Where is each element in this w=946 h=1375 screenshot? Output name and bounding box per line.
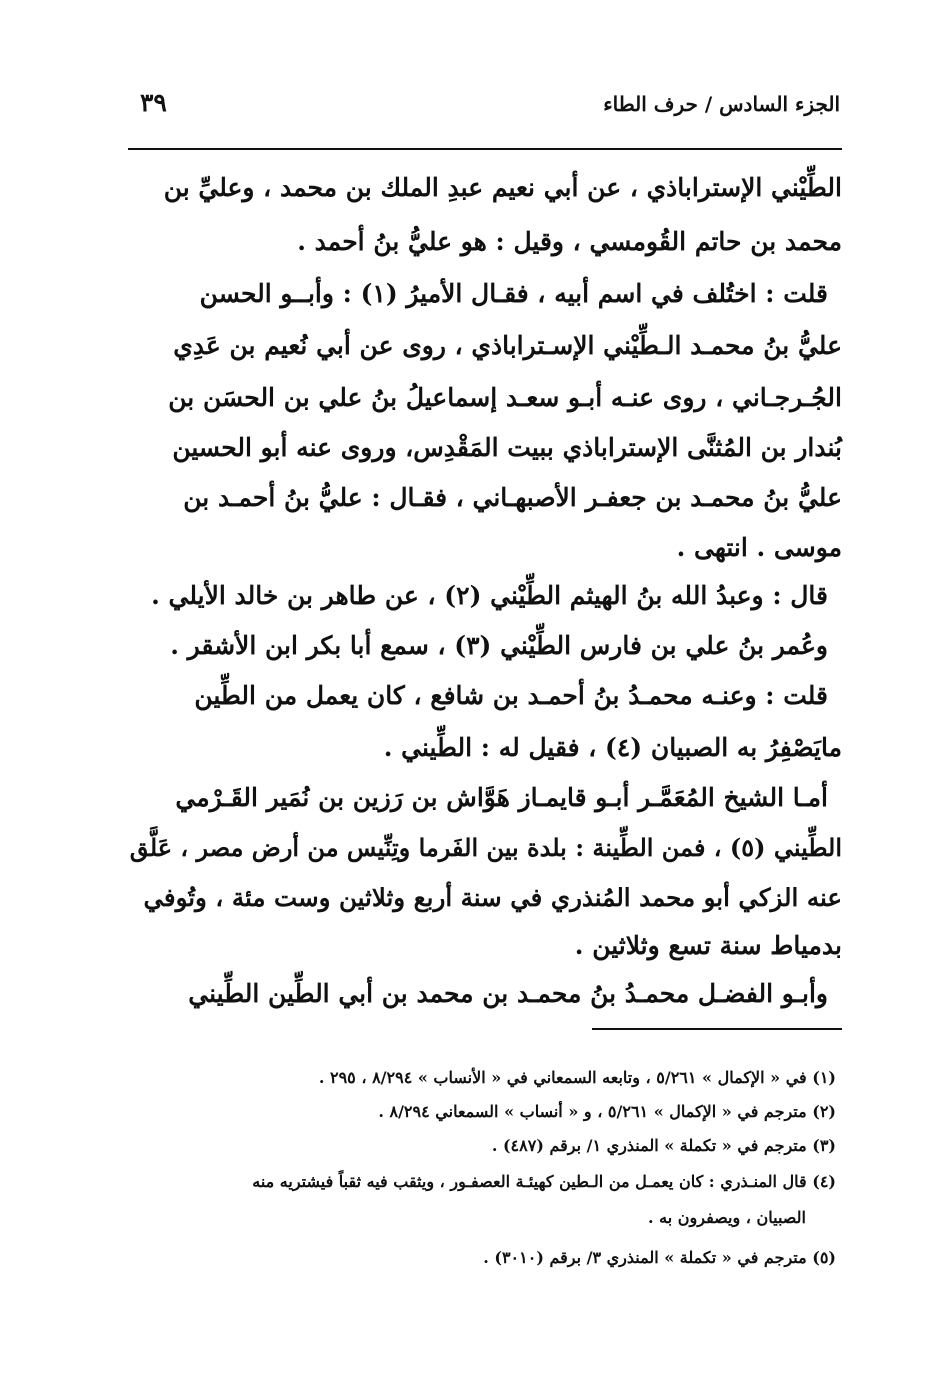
running-title: الجزء السادس / حرف الطاء <box>603 92 840 116</box>
body-line: بدمياط سنة تسع وثلاثين . <box>574 931 842 960</box>
body-line: قلت : وعنـه محمـدُ بنُ أحمـد بن شافع ، كان يعمل من الطِّين <box>194 681 828 710</box>
body-line: مايَصْفِرُ به الصبيان (٤) ، فقيل له : الطِّيني . <box>383 733 842 762</box>
body-line: وعُمر بنُ علي بن فارس الطِّيْني (٣) ، سمع أبا بكر ابن الأشقر . <box>170 631 828 660</box>
body-line: وأبـو الفضـل محمـدُ بنُ محمـد بن محمد بن أبي الطِّين الطِّيني <box>188 979 828 1008</box>
body-line: قال : وعبدُ الله بنُ الهيثم الطِّيْني (٢) ، عن طاهر بن خالد الأيلي . <box>151 581 828 610</box>
footnote-continuation: الصبيان ، ويصفرون به . <box>648 1208 806 1227</box>
body-line: بُندار بن المُثنَّى الإستراباذي ببيت المَقْدِس، وروى عنه أبو الحسين <box>172 433 842 462</box>
header-rule <box>128 148 842 150</box>
footnote: (٥) مترجم في « تكملة » المنذري ٣/ برقم (٣٠١٠) . <box>483 1248 836 1267</box>
footnote-rule <box>592 1028 842 1030</box>
body-line: عنه الزكي أبو محمد المُنذري في سنة أربع وثلاثين وست مئة ، وتُوفي <box>143 883 842 912</box>
body-line: الطِّيني (٥) ، فمن الطِّينة : بلدة بين الفَرما وتِنِّيس من أرض مصر ، عَلَّق <box>129 833 842 862</box>
body-line: قلت : اختُلف في اسم أبيه ، فقـال الأميرُ (١) : وأبــو الحسن <box>199 279 828 308</box>
body-line: عليُّ بنُ محمـد بن جعفـر الأصبهـاني ، فقـال : عليُّ بنُ أحمـد بن <box>183 483 842 512</box>
footnote: (١) في « الإكمال » ٥/٢٦١ ، وتابعه السمعاني في « الأنساب » ٨/٢٩٤ ، ٢٩٥ . <box>318 1068 836 1087</box>
body-line: محمد بن حاتم القُومسي ، وقيل : هو عليُّ بنُ أحمد . <box>297 227 842 256</box>
page-header <box>128 88 840 128</box>
footnote: (٣) مترجم في « تكملة » المنذري ١/ برقم (٤٨٧) . <box>491 1136 836 1155</box>
footnote: (٤) قال المنـذري : كان يعمـل من الـطين كهيئـة العصفـور ، ويثقب فيه ثقباً فيشتريه منه <box>252 1172 836 1191</box>
body-line: عليُّ بنُ محمـد الـطِّيْني الإسـتراباذي ، روى عن أبي نُعيم بن عَدِي <box>173 331 842 360</box>
footnote: (٢) مترجم في « الإكمال » ٥/٢٦١ ، و « أنساب » السمعاني ٨/٢٩٤ . <box>378 1102 836 1121</box>
page-number: ٣٩ <box>140 88 167 117</box>
body-line: الجُـرجـاني ، روى عنـه أبـو سعـد إسماعيلُ بنُ علي بن الحسَن بن <box>168 383 842 412</box>
body-line: موسى . انتهى . <box>676 533 842 562</box>
body-line: أمـا الشيخ المُعَمَّـر أبـو قايمـاز هَوَّاش بن رَزين بن نُمَير القَـرْمي <box>175 783 828 812</box>
body-line: الطِّيْني الإستراباذي ، عن أبي نعيم عبدِ الملك بن محمد ، وعليِّ بن <box>163 173 842 202</box>
